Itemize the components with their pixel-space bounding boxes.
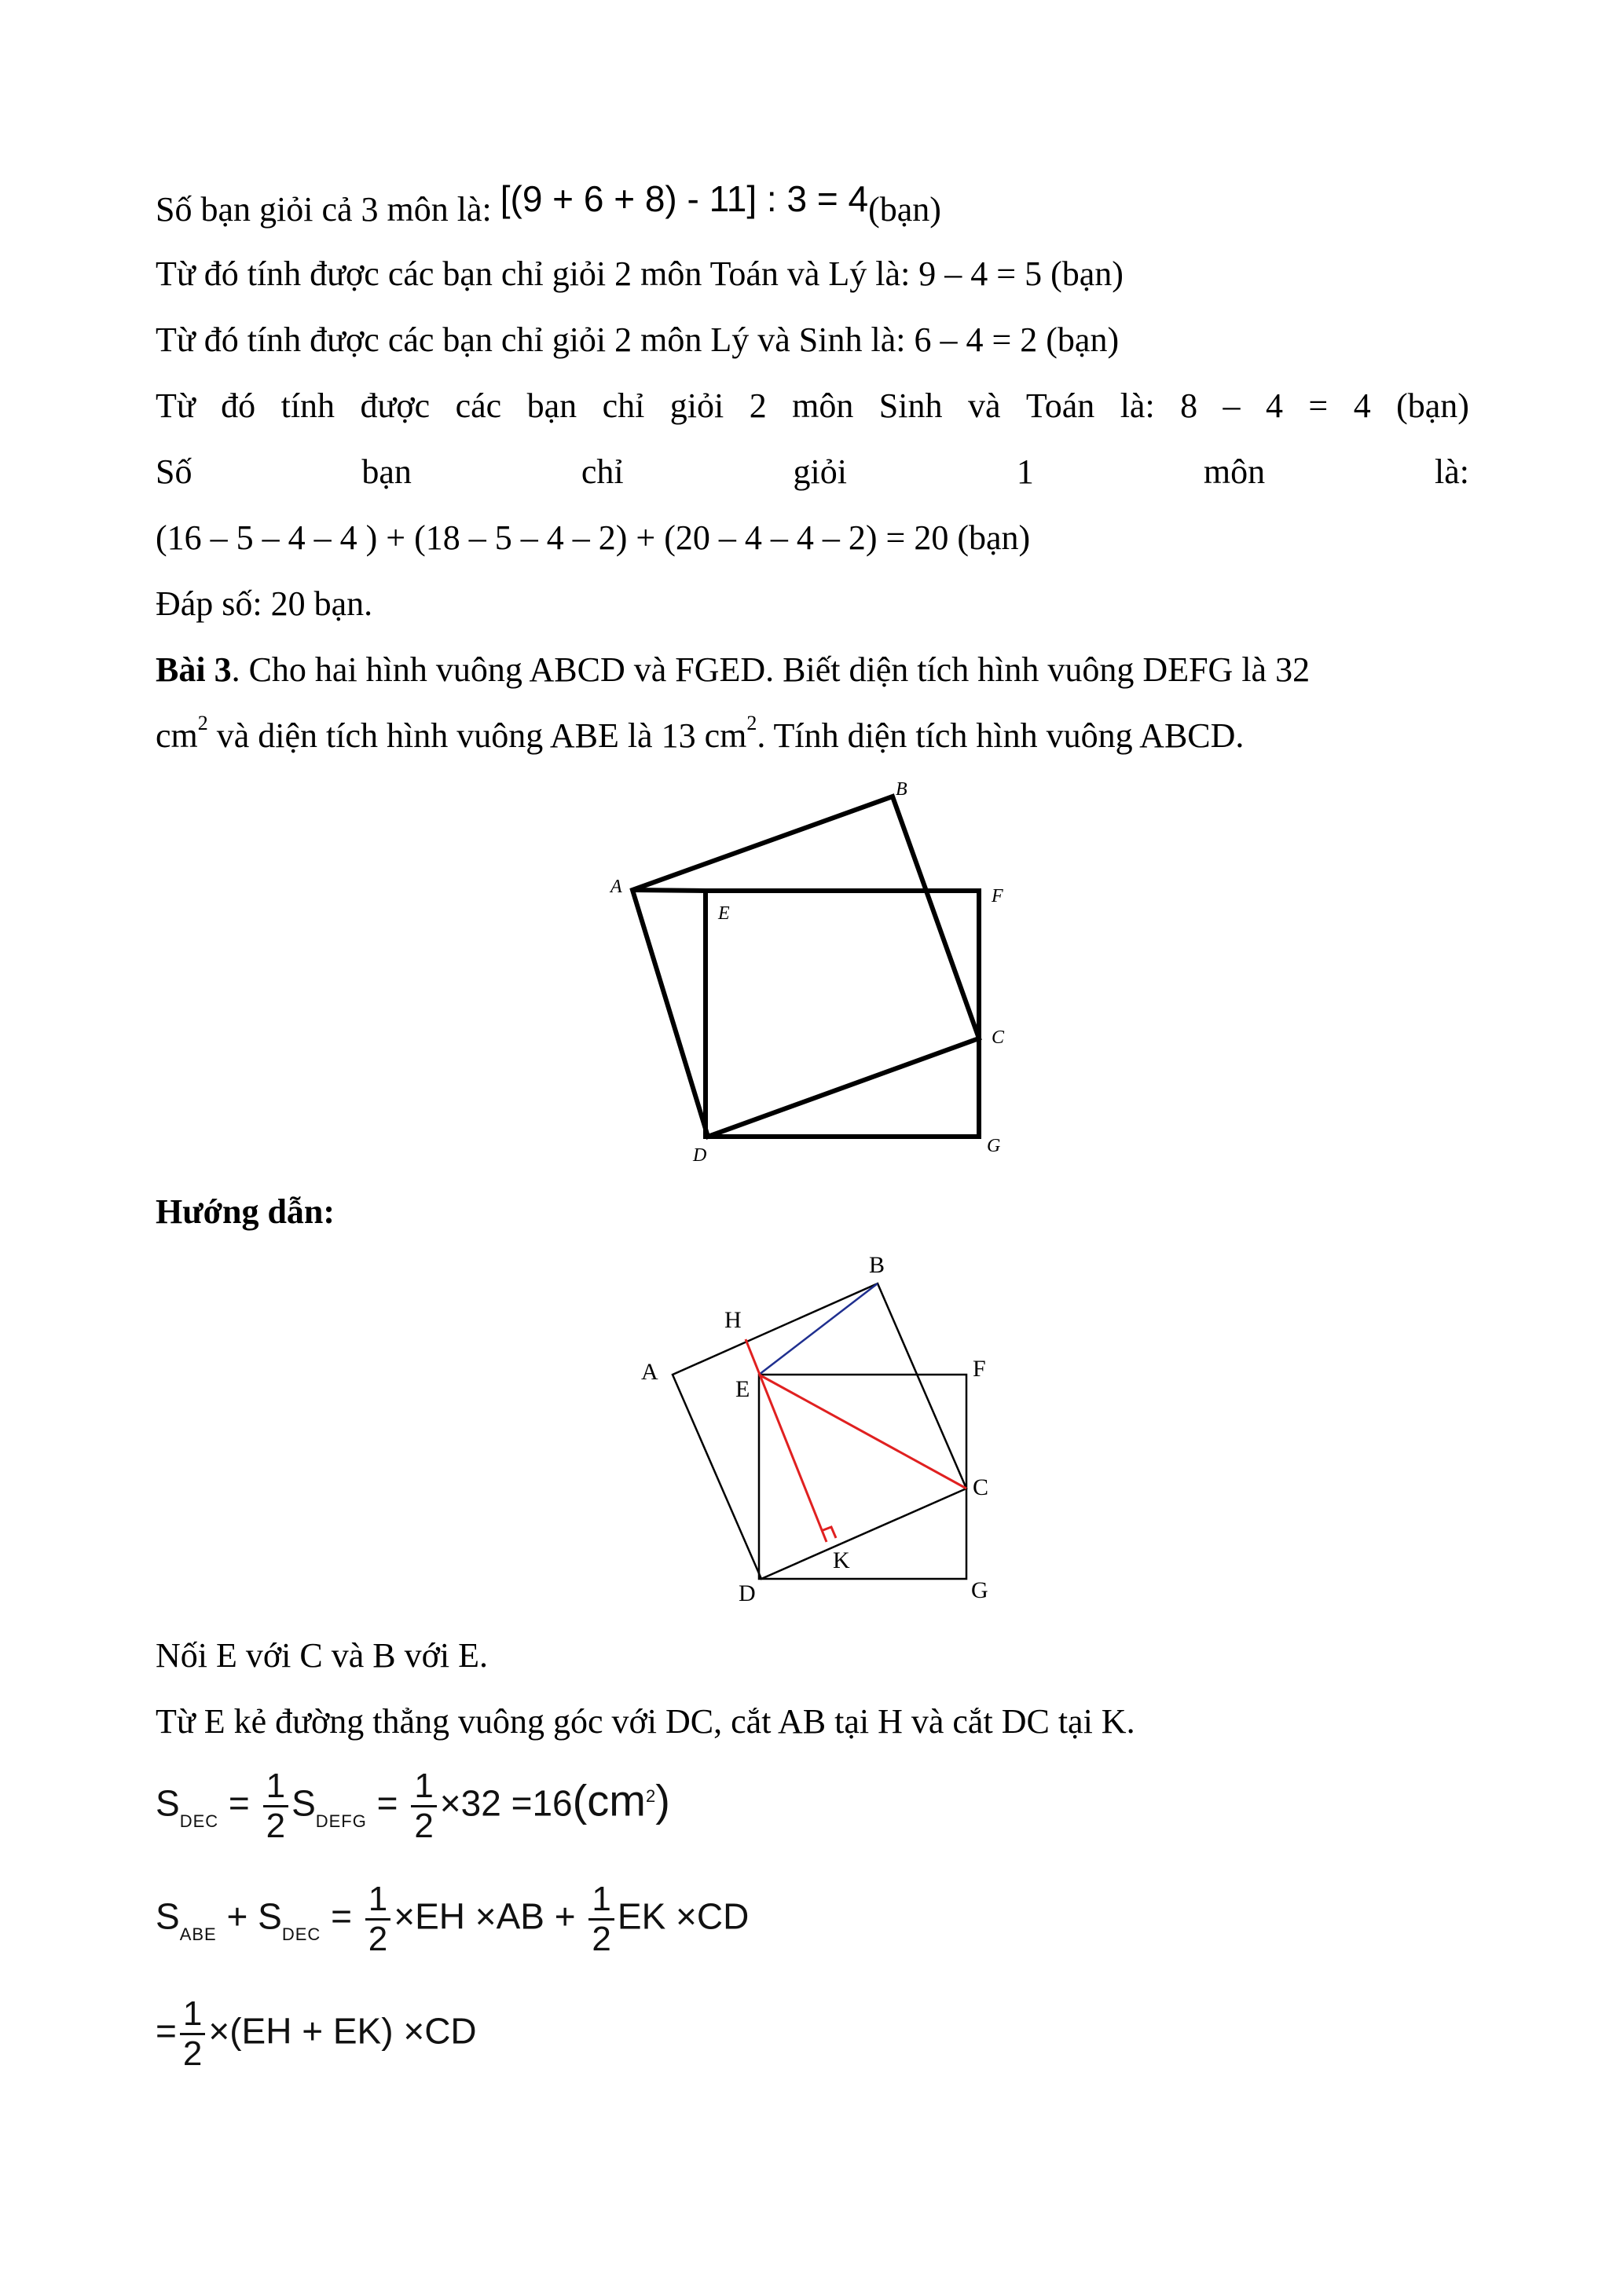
word: tính [280, 386, 335, 425]
word: chỉ [602, 386, 645, 425]
numerator: 1 [263, 1767, 288, 1807]
word: (bạn) [1396, 386, 1469, 425]
p1-formula: [(9 + 6 + 8) - 11] : 3 = 4 [500, 178, 869, 219]
equation-3 [156, 1995, 477, 2073]
numerator: 1 [411, 1767, 436, 1807]
word: các [455, 386, 502, 425]
eq-subscript: DEFG [315, 1811, 367, 1831]
unit-cm: cm [156, 716, 198, 755]
eq-subscript: DEC [179, 1811, 219, 1831]
label-d-2: D [739, 1580, 756, 1606]
eq-text: ×32 =16 [439, 1782, 573, 1824]
hint-heading: Hướng dẫn: [156, 1192, 335, 1231]
fraction-half [365, 1880, 390, 1958]
denominator: 2 [368, 1920, 388, 1958]
label-e: E [718, 903, 730, 924]
eq-text: ×EH ×AB + [394, 1895, 576, 1937]
label-f: F [992, 886, 1003, 906]
label-e-2: E [735, 1376, 750, 1402]
label-k-2: K [833, 1547, 850, 1573]
equation-2 [156, 1880, 749, 1958]
word: 1 [1016, 452, 1034, 491]
word: được [360, 386, 431, 425]
word: giỏi [669, 386, 724, 425]
label-g-2: G [971, 1577, 988, 1603]
label-b-2: B [869, 1252, 885, 1278]
eq-equals: = [228, 1782, 250, 1824]
eq-subscript: ABE [179, 1924, 217, 1944]
denominator: 2 [266, 1807, 286, 1845]
word: chỉ [581, 452, 624, 491]
superscript: 2 [746, 712, 757, 735]
label-f-2: F [973, 1356, 986, 1382]
label-a: A [610, 877, 622, 897]
eq-subscript: DEC [281, 1924, 321, 1944]
exercise-3-text-2: và diện tích hình vuông ABE là 13 cm [207, 716, 747, 755]
eq-symbol: S [291, 1782, 316, 1824]
superscript: 2 [197, 712, 208, 735]
denominator: 2 [182, 2034, 203, 2073]
square-defg-2 [759, 1375, 966, 1579]
paragraph-6: (16 – 5 – 4 – 4 ) + (18 – 5 – 4 – 2) + (20 – 4 – 4 – 2) = 20 (bạn) [156, 518, 1031, 557]
eq-text: ×(EH + EK) ×CD [208, 2010, 477, 2052]
numerator: 1 [180, 1995, 205, 2035]
segment-hk [746, 1339, 827, 1542]
eq-superscript: 2 [645, 1785, 656, 1806]
step-2: Từ E kẻ đường thẳng vuông góc với DC, cắt AB tại H và cắt DC tại K. [156, 1702, 1135, 1741]
denominator: 2 [414, 1807, 434, 1845]
word: 4 [1265, 386, 1283, 425]
word: môn [792, 386, 854, 425]
segment-ec [759, 1375, 966, 1489]
word: 2 [749, 386, 767, 425]
exercise-3-label: Bài 3 [156, 650, 232, 689]
label-g: G [987, 1136, 1001, 1156]
eq-equals: = [331, 1895, 352, 1937]
word: Từ [156, 386, 196, 425]
word: Số [156, 452, 192, 491]
word: – [1223, 386, 1241, 425]
fraction-half [411, 1767, 436, 1845]
numerator: 1 [365, 1880, 390, 1921]
word: là: [1435, 452, 1469, 491]
label-b: B [896, 779, 907, 800]
word: môn [1203, 452, 1266, 491]
word: giỏi [793, 452, 847, 491]
label-h-2: H [724, 1307, 742, 1333]
p1-prefix: Số bạn giỏi cả 3 môn là: [156, 190, 500, 229]
eq-unit: (cm [572, 1775, 646, 1825]
step-1: Nối E với C và B với E. [156, 1636, 488, 1675]
numerator: 1 [588, 1880, 614, 1921]
paragraph-2: Từ đó tính được các bạn chỉ giỏi 2 môn Toán và Lý là: 9 – 4 = 5 (bạn) [156, 255, 1124, 293]
fraction-half [180, 1995, 205, 2073]
eq-equals: = [156, 2010, 177, 2052]
word: đó [221, 386, 256, 425]
label-a-2: A [641, 1359, 658, 1385]
word: 8 [1180, 386, 1198, 425]
word: bạn [526, 386, 577, 425]
label-c-2: C [973, 1474, 989, 1500]
eq-paren: ) [655, 1775, 670, 1825]
exercise-3-text-3: . Tính diện tích hình vuông ABCD. [757, 716, 1245, 755]
paragraph-7: Đáp số: 20 bạn. [156, 584, 373, 623]
equation-1 [156, 1767, 670, 1845]
paragraph-3: Từ đó tính được các bạn chỉ giỏi 2 môn Lý và Sinh là: 6 – 4 = 2 (bạn) [156, 320, 1120, 359]
p1-suffix: (bạn) [868, 190, 941, 229]
word: và [967, 386, 1001, 425]
fraction-half [588, 1880, 614, 1958]
eq-text: + S [226, 1895, 282, 1937]
word: Sinh [878, 386, 943, 425]
denominator: 2 [592, 1920, 611, 1958]
label-c: C [992, 1027, 1005, 1048]
label-d: D [693, 1145, 707, 1166]
eq-equals: = [376, 1782, 398, 1824]
word: 4 [1353, 386, 1371, 425]
eq-symbol: S [156, 1895, 180, 1937]
eq-text: EK ×CD [617, 1895, 750, 1937]
fraction-half [263, 1767, 288, 1845]
word: bạn [361, 452, 412, 491]
word: = [1308, 386, 1329, 425]
word: là: [1120, 386, 1155, 425]
exercise-3-text-1: . Cho hai hình vuông ABCD và FGED. Biết diện tích hình vuông DEFG là 32 [231, 650, 1311, 689]
word: Toán [1025, 386, 1095, 425]
eq-symbol: S [156, 1782, 180, 1824]
